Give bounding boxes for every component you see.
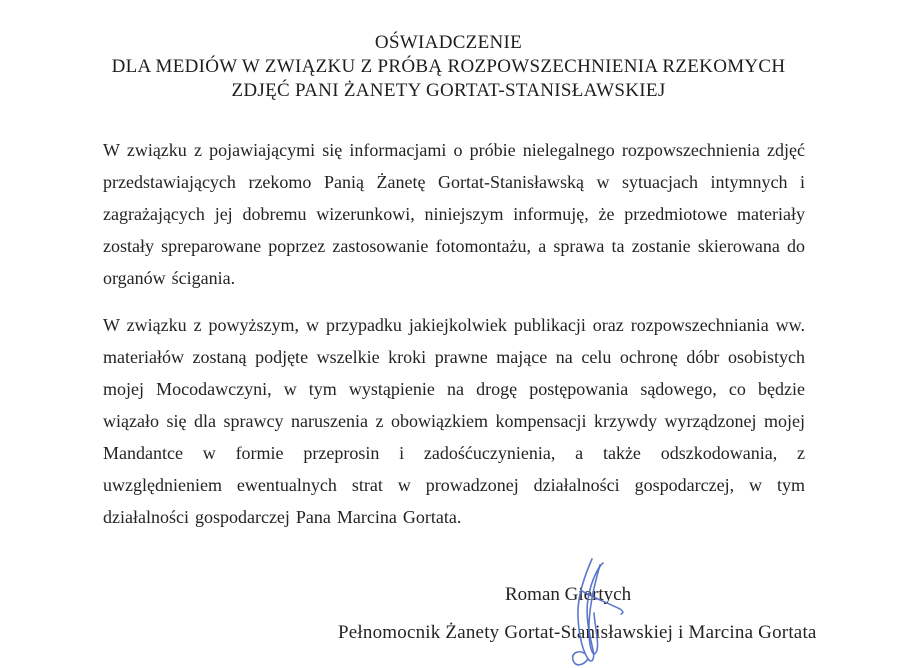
paragraph-1: W związku z pojawiającymi się informacjami o próbie nielegalnego rozpowszechnienia zdjęć przedstawiających rzekomo Panią Żanetę Gortat-Stanisławską w sytuacjach intymnych i zagrażających jej dobremu wizerunkowi, niniejszym informuję, że przedmiotowe materiały zostały spreparowane poprzez zastosowanie fotomontażu, a sprawa ta zostanie skierowana do organów ścigania. <box>103 140 805 288</box>
paragraph-2: W związku z powyższym, w przypadku jakiejkolwiek publikacji oraz rozpowszechniania ww. materiałów zostaną podjęte wszelkie kroki prawne mające na celu ochronę dóbr osobistych mojej Mocodawczyni, w tym wystąpienie na drogę postępowania sądowego, co będzie wiązało się dla sprawcy naruszenia z obowiązkiem kompensacji krzywdy wyrządzonej mojej Mandantce w formie przeprosin i zadośćuczynienia, a także odszkodowania, z uwzględnieniem ewentualnych strat w prowadzonej działalności gospodarczej, w tym działalności gospodarczej Pana Marcina Gortata. <box>103 315 805 527</box>
handwritten-signature-ink <box>548 551 628 668</box>
signatory-name: Roman Giertych <box>505 584 632 605</box>
document-title <box>0 0 897 103</box>
title-line-2: DLA MEDIÓW W ZWIĄZKU Z PRÓBĄ ROZPOWSZECHNIENIA RZEKOMYCH <box>111 56 786 77</box>
signature-stroke-bottom-loop <box>573 652 588 665</box>
signatory-role: Pełnomocnik Żanety Gortat-Stanisławskiej i Marcina Gortata <box>338 622 817 643</box>
title-line-1: OŚWIADCZENIE <box>374 32 523 53</box>
title-line-3: ZDJĘĆ PANI ŻANETY GORTAT-STANISŁAWSKIEJ <box>231 80 666 101</box>
signature-stroke-main <box>578 559 603 661</box>
